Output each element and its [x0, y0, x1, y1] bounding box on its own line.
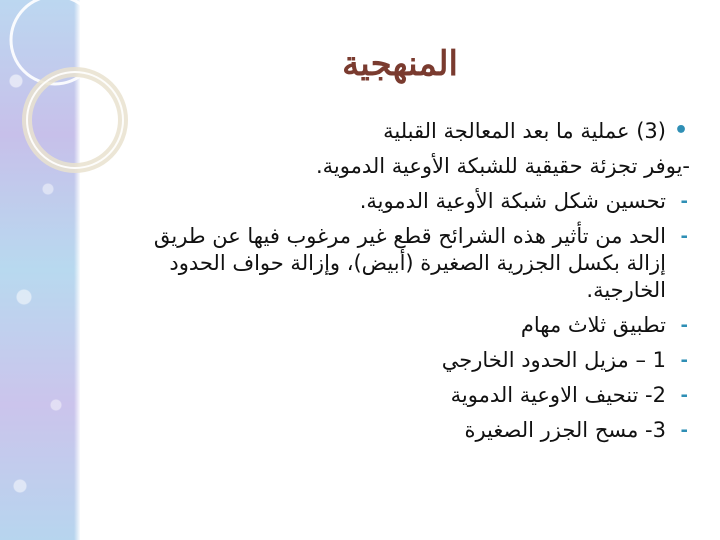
- list-item: [150, 347, 690, 374]
- dash-bullet-icon: -: [680, 350, 688, 371]
- list-item: [150, 153, 690, 180]
- list-item: [150, 417, 690, 444]
- list-item-text: (3) عملية ما بعد المعالجة القبلية: [383, 119, 666, 143]
- list-item-text: 3- مسح الجزر الصغيرة: [464, 418, 666, 442]
- list-item: [150, 188, 690, 215]
- list-item: [150, 118, 690, 145]
- list-item-text: 2- تنحيف الاوعية الدموية: [450, 383, 666, 407]
- decorative-rings-icon: [0, 0, 130, 200]
- list-item: [150, 382, 690, 409]
- slide-title: المنهجية: [342, 44, 458, 84]
- dash-bullet-icon: -: [680, 191, 688, 212]
- dash-bullet-icon: -: [680, 420, 688, 441]
- list-item: [150, 312, 690, 339]
- list-item-text: تطبيق ثلاث مهام: [520, 313, 666, 337]
- slide-content: [150, 118, 690, 452]
- dash-bullet-icon: -: [680, 385, 688, 406]
- dash-bullet-icon: -: [680, 315, 688, 336]
- list-item-text: تحسين شكل شبكة الأوعية الدموية.: [359, 189, 666, 213]
- dash-bullet-icon: -: [680, 226, 688, 247]
- list-item-text: 1 – مزيل الحدود الخارجي: [441, 348, 666, 372]
- bullet-dot-icon: •: [673, 118, 688, 143]
- list-item: [150, 223, 690, 304]
- list-item-text: الحد من تأثير هذه الشرائح قطع غير مرغوب فيها عن طريق إزالة بكسل الجزرية الصغيرة (أبيض)، وإزالة حواف الحدود الخارجية.: [153, 224, 666, 302]
- list-item-text: -يوفر تجزئة حقيقية للشبكة الأوعية الدموية.: [315, 154, 690, 178]
